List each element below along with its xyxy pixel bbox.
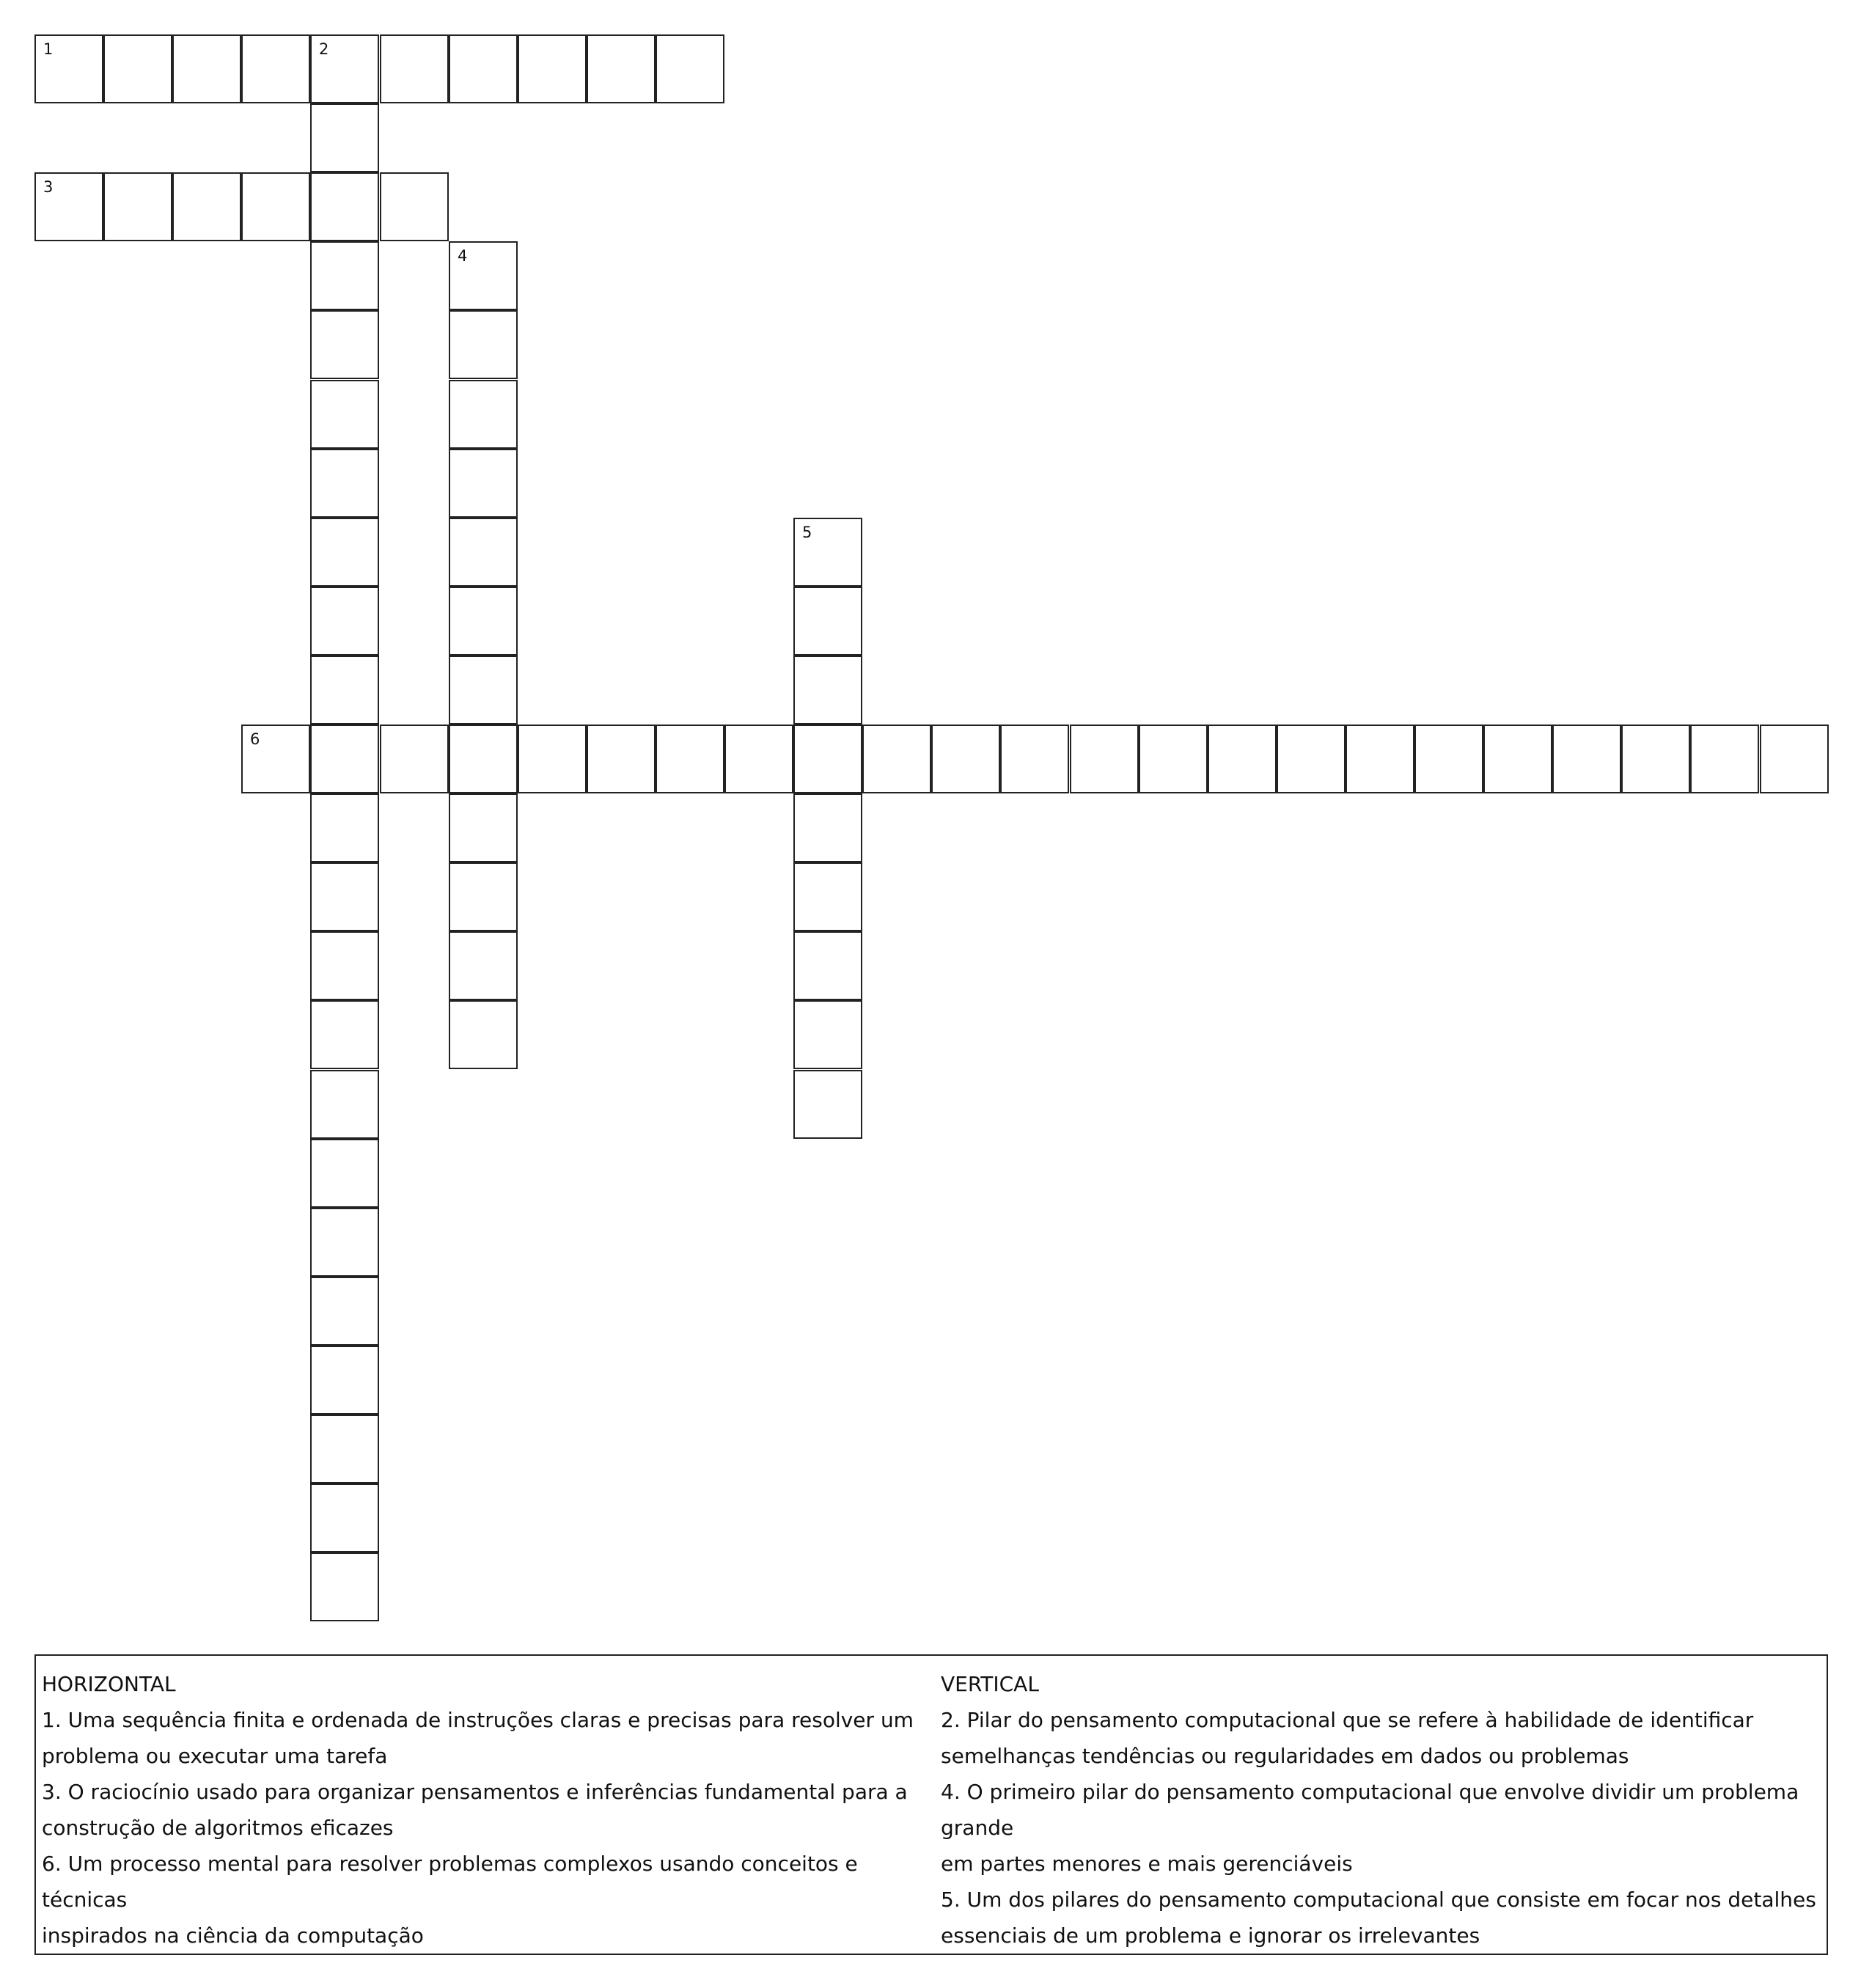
vertical-clue-line: 4. O primeiro pilar do pensamento computacional que envolve dividir um problema grande — [941, 1780, 1799, 1840]
crossword-cell[interactable] — [241, 725, 310, 793]
crossword-cell[interactable] — [793, 725, 862, 793]
crossword-cell[interactable] — [310, 241, 379, 310]
crossword-cell[interactable] — [310, 587, 379, 656]
crossword-cell[interactable] — [449, 725, 518, 793]
vertical-clue-line: 5. Um dos pilares do pensamento computacional que consiste em focar nos detalhes — [941, 1888, 1816, 1912]
vertical-clue-line: 2. Pilar do pensamento computacional que se refere à habilidade de identificar — [941, 1708, 1754, 1732]
clue-number: 5 — [802, 524, 812, 541]
horizontal-clues — [42, 1666, 922, 1954]
horizontal-heading: HORIZONTAL — [42, 1672, 176, 1696]
crossword-cell[interactable] — [793, 793, 862, 862]
crossword-cell[interactable] — [449, 241, 518, 310]
crossword-cell[interactable] — [310, 172, 379, 241]
horizontal-clue-line: 3. O raciocínio usado para organizar pensamentos e inferências fundamental para a — [42, 1780, 908, 1804]
crossword-cell[interactable] — [449, 34, 518, 103]
vertical-clue-line: em partes menores e mais gerenciáveis — [941, 1852, 1353, 1876]
vertical-clue-line: essenciais de um problema e ignorar os irrelevantes — [941, 1923, 1480, 1948]
crossword-cell[interactable] — [656, 725, 724, 793]
vertical-clues — [941, 1666, 1824, 1954]
clue-number: 6 — [250, 730, 260, 748]
vertical-heading: VERTICAL — [941, 1672, 1039, 1696]
crossword-cell[interactable] — [310, 1070, 379, 1139]
crossword-cell[interactable] — [310, 725, 379, 793]
crossword-cell[interactable] — [310, 310, 379, 379]
crossword-cell[interactable] — [1483, 725, 1552, 793]
crossword-cell[interactable] — [1414, 725, 1483, 793]
crossword-cell[interactable] — [1346, 725, 1414, 793]
crossword-cell[interactable] — [241, 172, 310, 241]
horizontal-clue-line: 6. Um processo mental para resolver problemas complexos usando conceitos e técnicas — [42, 1852, 858, 1912]
crossword-cell[interactable] — [724, 725, 793, 793]
crossword-cell[interactable] — [380, 725, 449, 793]
crossword-cell[interactable] — [103, 34, 172, 103]
crossword-cell[interactable] — [380, 172, 449, 241]
crossword-cell[interactable] — [310, 1552, 379, 1621]
crossword-cell[interactable] — [1139, 725, 1208, 793]
crossword-cell[interactable] — [1277, 725, 1346, 793]
crossword-cell[interactable] — [1621, 725, 1690, 793]
crossword-cell[interactable] — [172, 172, 241, 241]
clue-number: 1 — [43, 40, 54, 58]
crossword-cell[interactable] — [310, 34, 379, 103]
crossword-cell[interactable] — [449, 310, 518, 379]
crossword-cell[interactable] — [656, 34, 724, 103]
crossword-cell[interactable] — [449, 1000, 518, 1069]
crossword-cell[interactable] — [518, 34, 587, 103]
crossword-cell[interactable] — [172, 34, 241, 103]
horizontal-clue-line: problema ou executar uma tarefa — [42, 1744, 388, 1768]
crossword-cell[interactable] — [1760, 725, 1829, 793]
crossword-cell[interactable] — [449, 449, 518, 518]
crossword-cell[interactable] — [793, 656, 862, 725]
crossword-cell[interactable] — [310, 518, 379, 587]
horizontal-clue-line: inspirados na ciência da computação — [42, 1923, 424, 1948]
clue-number: 3 — [43, 178, 54, 196]
crossword-cell[interactable] — [931, 725, 1000, 793]
crossword-cell[interactable] — [103, 172, 172, 241]
crossword-cell[interactable] — [310, 656, 379, 725]
crossword-cell[interactable] — [1552, 725, 1621, 793]
crossword-cell[interactable] — [449, 380, 518, 449]
clue-number: 2 — [319, 40, 329, 58]
vertical-clue-line: semelhanças tendências ou regularidades em dados ou problemas — [941, 1744, 1629, 1768]
crossword-cell[interactable] — [1000, 725, 1069, 793]
crossword-cell[interactable] — [380, 34, 449, 103]
crossword-cell[interactable] — [862, 725, 931, 793]
crossword-cell[interactable] — [310, 931, 379, 1000]
crossword-cell[interactable] — [310, 380, 379, 449]
crossword-cell[interactable] — [449, 518, 518, 587]
crossword-cell[interactable] — [793, 862, 862, 931]
crossword-cell[interactable] — [1208, 725, 1277, 793]
crossword-cell[interactable] — [793, 518, 862, 587]
clues-box — [34, 1654, 1828, 1955]
horizontal-clue-line: 1. Uma sequência finita e ordenada de instruções claras e precisas para resolver um — [42, 1708, 914, 1732]
crossword-cell[interactable] — [310, 103, 379, 172]
crossword-cell[interactable] — [310, 1346, 379, 1415]
crossword-cell[interactable] — [449, 587, 518, 656]
crossword-cell[interactable] — [449, 862, 518, 931]
crossword-cell[interactable] — [587, 725, 656, 793]
crossword-cell[interactable] — [310, 1000, 379, 1069]
crossword-cell[interactable] — [1690, 725, 1759, 793]
crossword-cell[interactable] — [587, 34, 656, 103]
crossword-cell[interactable] — [310, 449, 379, 518]
crossword-cell[interactable] — [793, 1070, 862, 1139]
crossword-cell[interactable] — [793, 931, 862, 1000]
crossword-cell[interactable] — [449, 931, 518, 1000]
crossword-cell[interactable] — [34, 172, 103, 241]
crossword-cell[interactable] — [518, 725, 587, 793]
clue-number: 4 — [458, 247, 468, 265]
crossword-cell[interactable] — [310, 1277, 379, 1346]
crossword-cell[interactable] — [449, 793, 518, 862]
crossword-cell[interactable] — [310, 1208, 379, 1277]
crossword-cell[interactable] — [241, 34, 310, 103]
crossword-cell[interactable] — [1070, 725, 1139, 793]
horizontal-clue-line: construção de algoritmos eficazes — [42, 1816, 394, 1840]
crossword-cell[interactable] — [793, 587, 862, 656]
crossword-cell[interactable] — [310, 1483, 379, 1552]
crossword-cell[interactable] — [310, 1415, 379, 1483]
crossword-cell[interactable] — [310, 862, 379, 931]
crossword-cell[interactable] — [449, 656, 518, 725]
crossword-cell[interactable] — [34, 34, 103, 103]
crossword-cell[interactable] — [310, 1139, 379, 1208]
crossword-cell[interactable] — [310, 793, 379, 862]
crossword-cell[interactable] — [793, 1000, 862, 1069]
